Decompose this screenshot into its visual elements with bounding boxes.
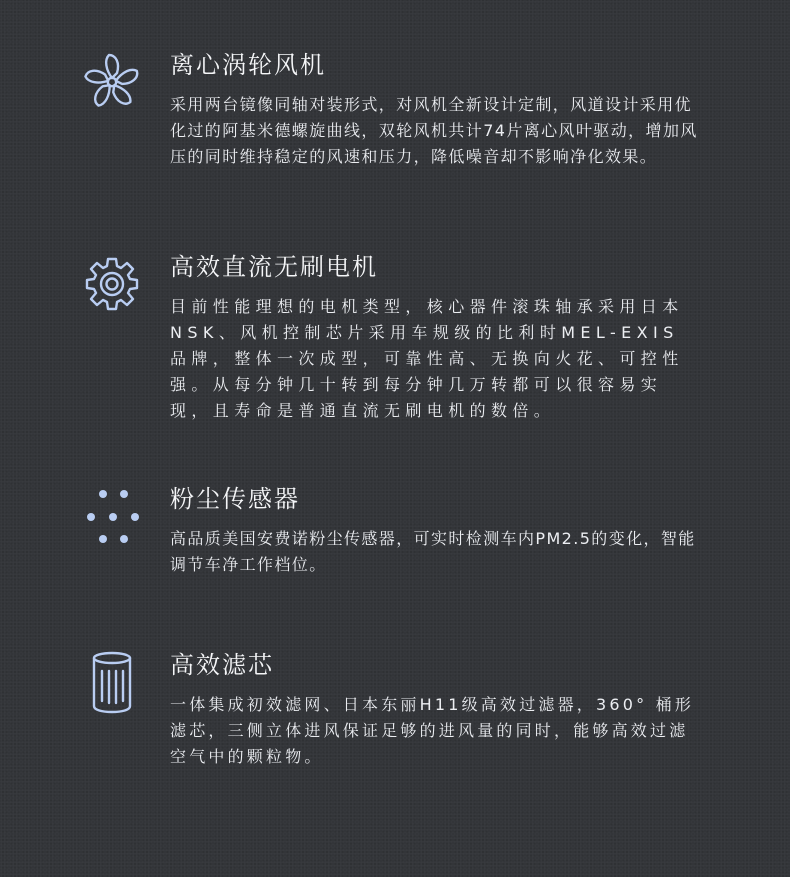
feature-text [170,50,700,170]
feature-title: 粉尘传感器 [170,485,300,513]
filter-cartridge-icon [80,650,144,714]
feature-description: 采用两台镜像同轴对装形式，对风机全新设计定制，风道设计采用优化过的阿基米德螺旋曲线，双轮风机共计74片离心风叶驱动，增加风压的同时维持稳定的风速和压力，降低噪音却不影响净化效果。 [170,95,698,166]
dust-particles-icon [80,484,144,548]
gear-icon [80,252,144,316]
feature-text [170,650,700,770]
fan-icon [80,50,144,114]
feature-text [170,252,700,424]
feature-title: 高效直流无刷电机 [170,253,378,281]
feature-description: 一体集成初效滤网、日本东丽H11级高效过滤器，360° 桶形滤芯，三侧立体进风保证足够的进风量的同时，能够高效过滤空气中的颗粒物。 [170,695,695,766]
feature-text [170,484,700,578]
feature-description: 目前性能理想的电机类型，核心器件滚珠轴承采用日本NSK、风机控制芯片采用车规级的比利时MEL-EXIS品牌，整体一次成型，可靠性高、无换向火花、可控性强。从每分钟几十转到每分钟几万转都可以很容易实现，且寿命是普通直流无刷电机的数倍。 [170,297,684,420]
feature-title: 离心涡轮风机 [170,51,326,79]
feature-title: 高效滤芯 [170,651,274,679]
feature-description: 高品质美国安费诺粉尘传感器，可实时检测车内PM2.5的变化，智能调节车净工作档位。 [170,529,696,574]
